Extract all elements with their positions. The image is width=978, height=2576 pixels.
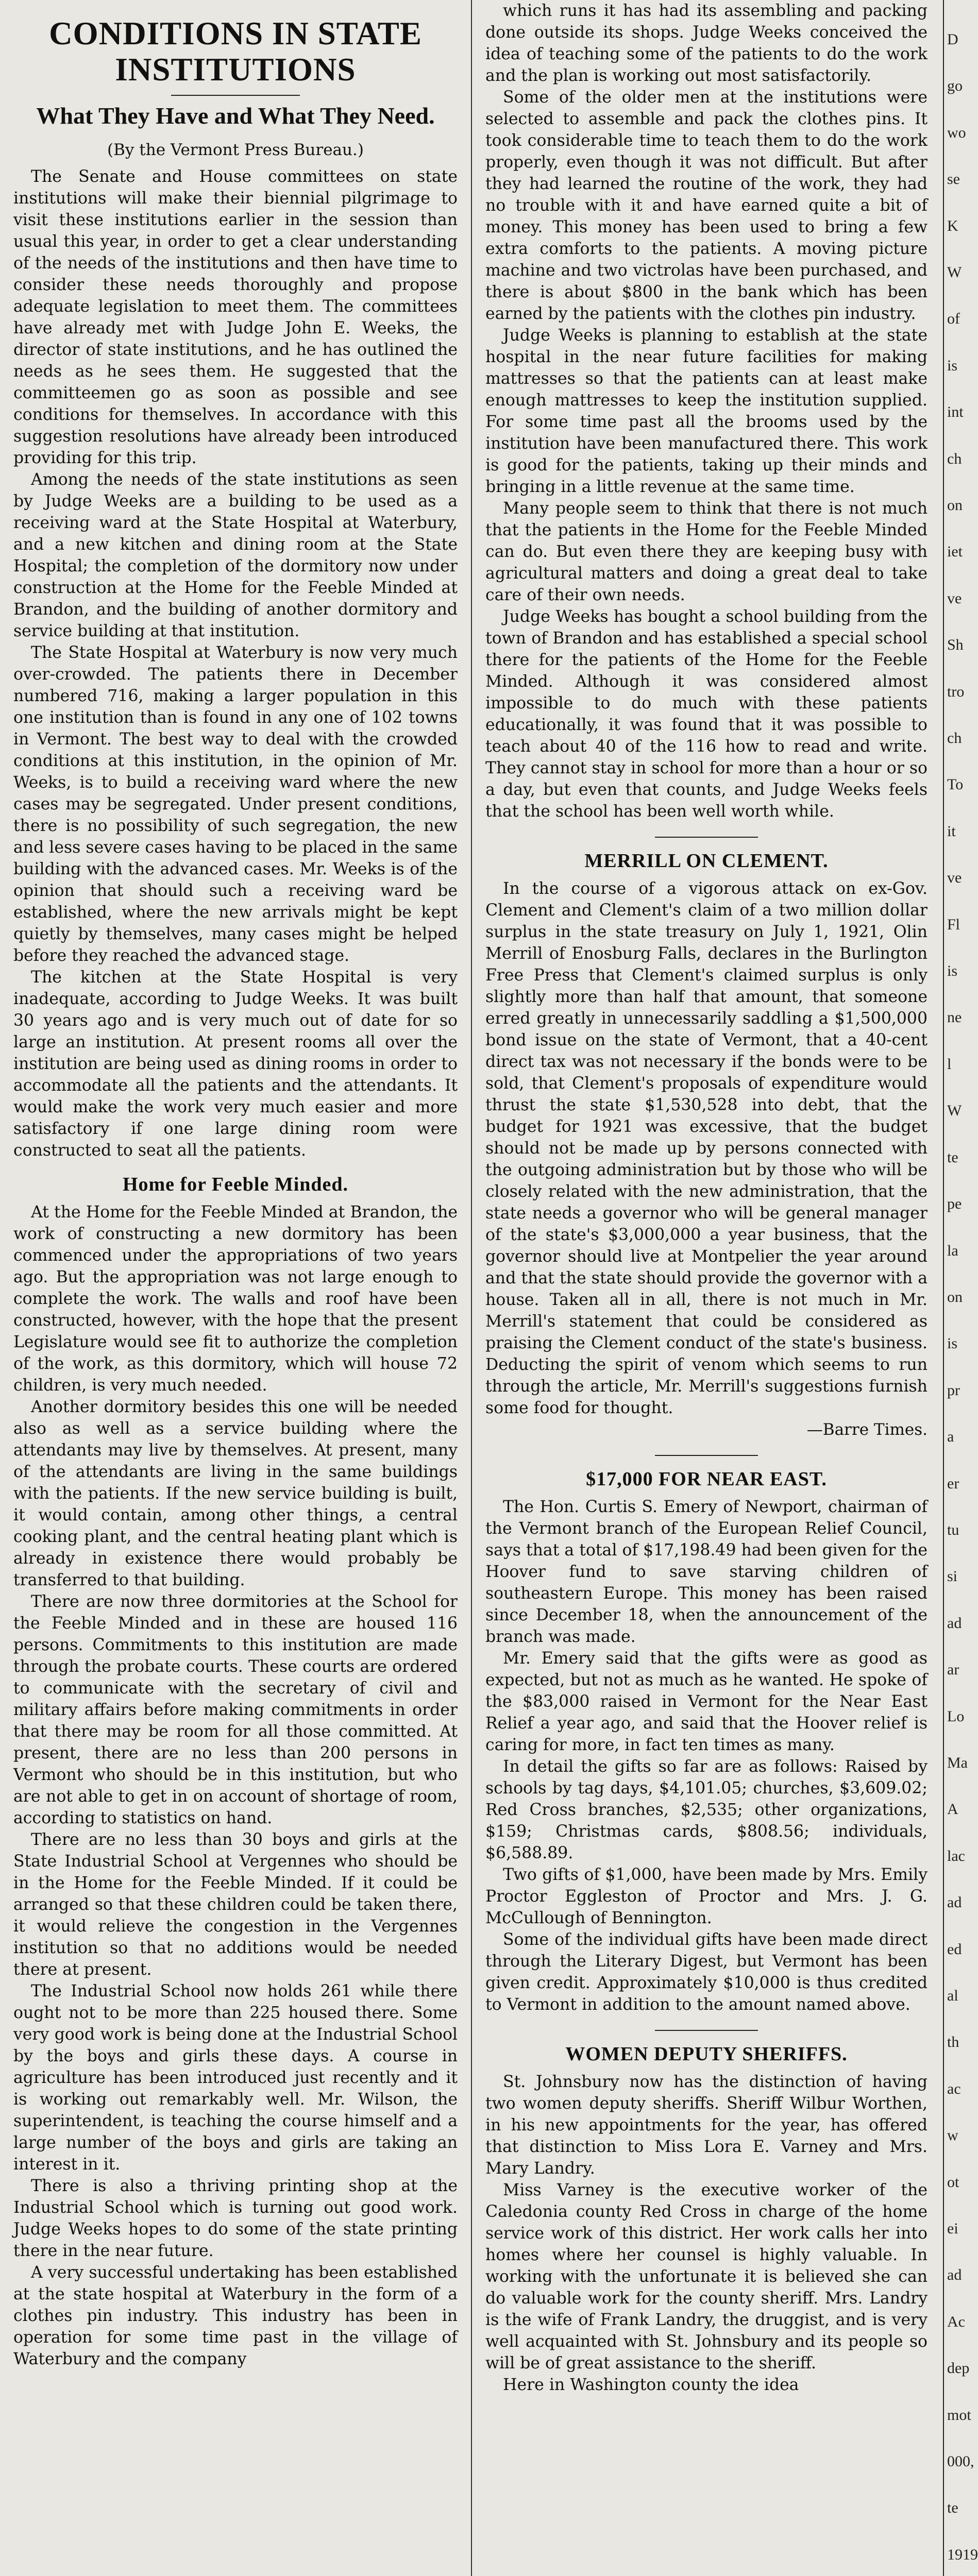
cropped-text-fragment: iet (947, 543, 963, 561)
paragraph: Many people seem to think that there is not much that the patients in the Home for the Feeble Minded can do. But even there they are keeping busy with agricultural matters and doing a great deal to take care of their own needs. (485, 499, 928, 604)
cropped-text-fragment: is (947, 357, 958, 374)
article-divider (655, 2030, 758, 2031)
paragraph: The kitchen at the State Hospital is very inadequate, according to Judge Weeks. It was built 30 years ago and is very much out of date for so large an institution. At present rooms all over the institution are being used as dining rooms in order to accommodate all the patients and the attendants. It would make the work very much easier and more satisfactory if one large dining room were constructed to seat all the patients. (13, 968, 458, 1160)
cropped-text-fragment: w (947, 2127, 958, 2144)
cropped-text-fragment: D (947, 31, 958, 48)
column-left (0, 0, 469, 2576)
cropped-text-fragment: ch (947, 450, 962, 467)
paragraph: Another dormitory besides this one will be needed also as well as a service building where the attendants may live by themselves. At present, many of the attendants are living in the same buildings with the patients. If the new service building is built, it would contain, among other things, a central cooking plant, and the central heating plant which is already in existence there would probably be transferred to that building. (13, 1398, 458, 1589)
cropped-text-fragment: of (947, 310, 960, 328)
cropped-text-fragment: A (947, 1801, 958, 1818)
cropped-text-fragment: ad (947, 1614, 962, 1632)
cropped-text-fragment: l (947, 1055, 952, 1073)
cropped-text-fragment: ch (947, 730, 962, 747)
paragraph: Some of the older men at the institutions were selected to assemble and pack the clothes pins. It took considerable time to teach them to do the work properly, even though it was not difficult. But after they had learned the routine of the work, they had no trouble with it and have earned quite a bit of money. This money has been used to bring a few extra comforts to the patients. A moving picture machine and two victrolas have been purchased, and there is about $800 in the bank which has been earned by the patients with the clothes pin industry. (485, 88, 928, 323)
article-body (485, 1496, 928, 2015)
paragraph: In detail the gifts so far are as follows: Raised by schools by tag days, $4,101.05; churches, $3,609.02; Red Cross branches, $2,535; other organizations, $159; Christmas cards, $808.56; individuals, $6,588.89. (485, 1757, 928, 1862)
subhead: What They Have and What They Need. (36, 103, 435, 129)
paragraph: Judge Weeks has bought a school building from the town of Brandon and has established a special school there for the patients of the Home for the Feeble Minded. Although it was considered almost impossible to do much with these patients educationally, it was found that it was possible to teach about 40 of the 116 how to read and write. They cannot stay in school for more than a hour or so a day, but even that counts, and Judge Weeks feels that the school has been well worth while. (485, 607, 928, 821)
cropped-text-fragment: ne (947, 1009, 962, 1026)
paragraph: The Senate and House committees on state institutions will make their biennial pilgrimage to visit these institutions earlier in the session than usual this year, in order to get a clear understanding of the needs of the institutions and then have time to consider these needs thoroughly and propose adequate legislation to meet them. The committees have already met with Judge John E. Weeks, the director of state institutions, and he has outlined the needs as he sees them. He suggested that the committeemen go as soon as possible and see conditions for themselves. In accordance with this suggestion resolutions have already been introduced providing for this trip. (13, 167, 458, 467)
cropped-text-fragment: ed (947, 1940, 962, 1958)
cropped-text-fragment: Sh (947, 636, 964, 654)
cropped-text-fragment: it (947, 822, 956, 840)
cropped-text-fragment: Lo (947, 1707, 965, 1725)
cropped-text-fragment: int (947, 403, 964, 421)
cropped-text-fragment: is (947, 962, 958, 980)
cropped-text-fragment: Ac (947, 2313, 965, 2330)
paragraph: In the course of a vigorous attack on ex-Gov. Clement and Clement's claim of a two million dollar surplus in the state treasury on July 1, 1921, Olin Merrill of Enosburg Falls, declares in the Burlington Free Press that Clement's claimed surplus is only slightly more than half that amount, that someone erred greatly in unnecessarily saddling a $1,500,000 bond issue on the state of Vermont, that a 40-cent direct tax was not necessary if the bonds were to be sold, that Clement's proposals of expenditure would thrust the state $1,530,528 into debt, that the budget for 1921 was excessive, that the budget should not be made up by persons connected with the outgoing administration but by those who will be closely related with the new administration, that the state needs a governor who will be general manager of the state's $3,000,000 a year business, that the governor should live at Montpelier the year around and that the state should provide the governor with a house. Taken all in all, there is not much in Mr. Merrill's statement that could be considered as praising the Clement conduct of the state's business. Deducting the spirit of venom which seems to run through the article, Mr. Merrill's suggestions furnish some food for thought. (485, 879, 928, 1417)
paragraph: There are no less than 30 boys and girls at the State Industrial School at Vergennes who should be in the Home for the Feeble Minded. If it could be arranged so that these children could be taken there, it would relieve the congestion in the Vergennes institution so that no additions would be needed there at present. (13, 1831, 458, 1979)
cropped-text-fragment: tro (947, 683, 965, 700)
cropped-text-fragment: ve (947, 589, 962, 607)
cropped-text-fragment: ad (947, 1894, 962, 1911)
column-rule (471, 0, 472, 2576)
cropped-text-fragment: ar (947, 1661, 959, 1679)
cropped-text-fragment: th (947, 2033, 959, 2051)
cropped-text-fragment: ei (947, 2219, 958, 2237)
article-title: MERRILL ON CLEMENT. (584, 850, 829, 872)
paragraph: St. Johnsbury now has the distinction of having two women deputy sheriffs. Sheriff Wilbur Worthen, in his new appointments for the year, has offered that distinction to Miss Lora E. Varney and Mrs. Mary Landry. (485, 2073, 928, 2178)
paragraph: which runs it has had its assembling and packing done outside its shops. Judge Weeks conceived the idea of teaching some of the patients to do the work and the plan is working out most satisfactorily. (485, 2, 928, 85)
paragraph: Two gifts of $1,000, have been made by Mrs. Emily Proctor Eggleston of Proctor and Mrs. J. G. McCullough of Bennington. (485, 1866, 928, 1927)
cropped-text-fragment: ve (947, 869, 962, 887)
cropped-text-fragment: To (947, 776, 964, 793)
cropped-text-fragment: mot (947, 2406, 971, 2424)
paragraph: The Hon. Curtis S. Emery of Newport, chairman of the Vermont branch of the European Relief Council, says that a total of $17,198.49 had been given for the Hoover fund to save starving children of southeastern Europe. This money has been raised since December 18, when the announcement of the branch was made. (485, 1498, 928, 1646)
byline: (By the Vermont Press Bureau.) (107, 141, 364, 159)
paragraph: Among the needs of the state institutions as seen by Judge Weeks are a building to be used as a receiving ward at the State Hospital at Waterbury, and a new kitchen and dining room at the State Hospital; the completion of the dormitory now under construction at the Home for the Feeble Minded at Brandon, and the building of another dormitory and service building at that institution. (13, 470, 458, 640)
cropped-text-fragment: 1919 (947, 2546, 978, 2563)
paragraph: At the Home for the Feeble Minded at Brandon, the work of constructing a new dormitory has been commenced under the appropriations of two years ago. But the appropriation was not large enough to complete the work. The walls and roof have been constructed, however, with the hope that the present Legislature would see fit to authorize the completion of the work, as this dormitory, which will house 72 children, is very much needed. (13, 1203, 458, 1395)
article-continuation (485, 0, 928, 822)
section-title: Home for Feeble Minded. (122, 1174, 349, 1195)
cropped-text-fragment: pr (947, 1381, 960, 1399)
cropped-text-fragment: lac (947, 1847, 965, 1865)
article-title: WOMEN DEPUTY SHERIFFS. (565, 2043, 848, 2065)
article-divider (655, 837, 758, 838)
paragraph: There are now three dormitories at the School for the Feeble Minded and in these are housed 116 persons. Commitments to this institution are made through the probate courts. These courts are ordered to communicate with the secretary of civil and military affairs before making commitments in order that there may be room for all those committed. At present, there are no less than 200 persons in Vermont who should be in this institution, but who are not able to get in on account of shortage of room, according to statistics on hand. (13, 1592, 458, 1827)
article-body-continued (13, 1201, 458, 2370)
cropped-text-fragment: te (947, 1148, 958, 1166)
article-title: $17,000 FOR NEAR EAST. (586, 1468, 827, 1490)
article-body (485, 2071, 928, 2396)
cropped-text-fragment: a (947, 1428, 954, 1446)
cropped-text-fragment: te (947, 2499, 958, 2517)
cropped-text-fragment: er (947, 1475, 959, 1492)
column-middle (474, 0, 933, 2576)
cropped-text-fragment: on (947, 1288, 963, 1306)
cropped-text-fragment: al (947, 1987, 958, 2004)
paragraph: The State Hospital at Waterbury is now very much over-crowded. The patients there in December numbered 716, making a larger population in this one institution than is found in any one of 102 towns in Vermont. The best way to deal with the crowded conditions at this institution, in the opinion of Mr. Weeks, is to build a receiving ward where the new cases may be segregated. Under present conditions, there is no possibility of such segregation, the new and less severe cases having to be placed in the same building with the advanced cases. Mr. Weeks is of the opinion that should such a receiving ward be established, where the new arrivals might be kept quietly by themselves, many cases might be helped before they reached the advanced stage. (13, 643, 458, 965)
column-right-cropped (943, 0, 978, 2576)
cropped-text-fragment: tu (947, 1521, 959, 1538)
cropped-text-fragment: ad (947, 2266, 962, 2284)
cropped-text-fragment: is (947, 1335, 958, 1352)
paragraph: Miss Varney is the executive worker of the Caledonia county Red Cross in charge of the home service work of this district. Her work calls her into homes where her counsel is highly valuable. In working with the unfortunate it is believed she can do valuable work for the county sheriff. Mrs. Landry is the wife of Frank Landry, the druggist, and is very well acquainted with St. Johnsbury and its people so will be of great assistance to the sheriff. (485, 2181, 928, 2372)
headline-rule (171, 95, 300, 96)
cropped-text-fragment: pe (947, 1195, 962, 1213)
paragraph: Mr. Emery said that the gifts were as good as expected, but not as much as he wanted. He spoke of the $83,000 raised in Vermont for the Near East Relief a year ago, and said that the Hoover relief is caring for more, in fact ten times as many. (485, 1649, 928, 1754)
cropped-text-fragment: on (947, 497, 963, 514)
paragraph: A very successful undertaking has been established at the state hospital at Waterbury in the form of a clothes pin industry. This industry has been in operation for some time past in the village of Waterbury and the company (13, 2263, 458, 2368)
paragraph: Some of the individual gifts have been made direct through the Literary Digest, but Vermont has been given credit. Approximately $10,000 is thus credited to Vermont in addition to the amount named above. (485, 1930, 928, 2014)
cropped-text-fragment: se (947, 171, 960, 188)
cropped-text-fragment: ac (947, 2080, 961, 2097)
article-divider (655, 1455, 758, 1456)
paragraph: Judge Weeks is planning to establish at the state hospital in the near future facilities for making mattresses so that the patients can at least make enough mattresses to keep the institution supplied. For some time past all the brooms used by the institution have been manufactured there. This work is good for the patients, taking up their minds and bringing in a little revenue at the same time. (485, 326, 928, 496)
cropped-text-fragment: Fl (947, 916, 960, 933)
cropped-text-fragment: si (947, 1568, 958, 1585)
headline: CONDITIONS IN STATE INSTITUTIONS (49, 15, 422, 88)
article-body (485, 878, 928, 1419)
cropped-text-fragment: W (947, 1102, 962, 1120)
article-source: —Barre Times. (806, 1420, 928, 1439)
paragraph: The Industrial School now holds 261 while there ought not to be more than 225 housed there. Some very good work is being done at the Industrial School by the boys and girls these days. A course in agriculture has been introduced just recently and it is working out remarkably well. Mr. Wilson, the superintendent, is teaching the course himself and a large number of the boys and girls are taking an interest in it. (13, 1982, 458, 2174)
cropped-text-fragment: go (947, 77, 963, 95)
cropped-text-fragment: la (947, 1242, 958, 1259)
article-body (13, 166, 458, 1161)
cropped-text-fragment: dep (947, 2360, 970, 2377)
cropped-text-fragment: 000, (947, 2453, 974, 2470)
cropped-text-fragment: W (947, 264, 962, 281)
cropped-text-fragment: ot (947, 2173, 959, 2191)
cropped-text-fragment: K (947, 217, 958, 234)
paragraph: There is also a thriving printing shop at the Industrial School which is turning out good work. Judge Weeks hopes to do some of the state printing there in the near future. (13, 2177, 458, 2260)
cropped-text-fragment: wo (947, 124, 966, 141)
cropped-text-fragment: Ma (947, 1754, 968, 1771)
paragraph: Here in Washington county the idea (503, 2376, 799, 2394)
